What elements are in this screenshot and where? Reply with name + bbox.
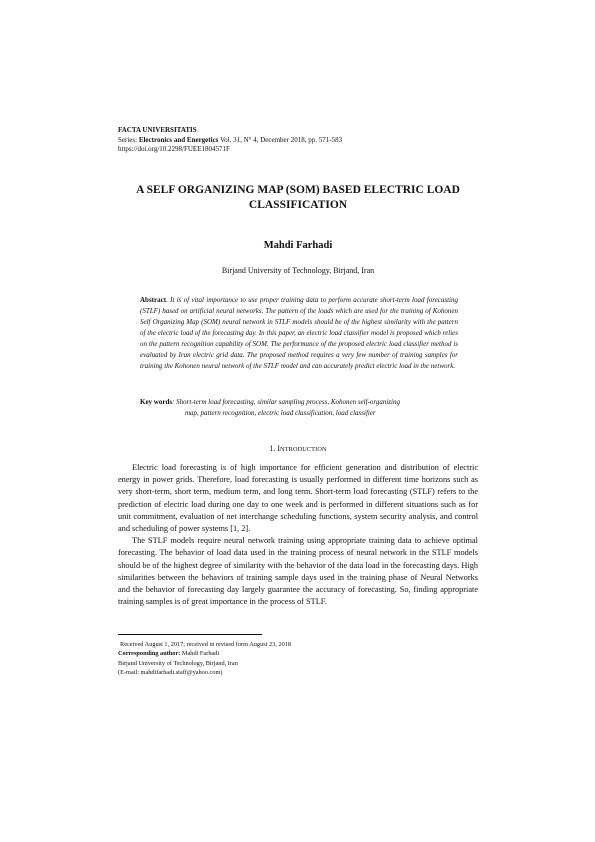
footnotes [118, 640, 478, 678]
doi-link[interactable]: https://doi.org/10.2298/FUEE1804571F [118, 145, 230, 154]
series-prefix: Series: [118, 135, 139, 144]
footnote-divider [118, 634, 262, 635]
title-line-2: CLASSIFICATION [248, 198, 348, 211]
abstract-text: . It is of vital importance to use proper training data to perform accurate short-term load forecasting (STLF) based on artificial neural networks. The pattern of the loads which are used for the training of Kohonen Self Organizing Map (SOM) neural network in STLF models should be of the highest similarity with the pattern of the electric load of the forecasting day. In this paper, an electric load classifier model is proposed which relies on the pattern recognition capability of SOM. The performance of the proposed electric load classifier method is evaluated by Iran electric grid data. The proposed method requires a very few number of training samples for training the Kohonen neural network of the STLF model and can accurately predict electric load in the network. [140, 296, 458, 370]
paper-title [118, 183, 478, 212]
author-name: Mahdi Farhadi [263, 240, 333, 251]
abstract-label: Abstract [140, 296, 167, 304]
series-name: Electronics and Energetics [138, 135, 219, 144]
journal-series [118, 136, 478, 146]
journal-name: FACTA UNIVERSITATIS [118, 126, 197, 134]
received-dates: Received August 1, 2017; received in revised form August 23, 2018 [120, 641, 292, 648]
paragraph-2: The STLF models require neural network training using appropriate training data to achieve optimal forecasting. The behavior of load data used in the training process of neural network in the STLF models should be of the highest degree of similarity with the behavior of the data load in the forecasting days. High similarities between the behaviors of training sample days used in the training phase of Neural Networks and the behavior of forecasting day largely guarantee the accuracy of forecasting. So, finding appropriate training samples is of great importance in the process of STLF. [118, 536, 478, 607]
section-number: 1. I [269, 444, 281, 453]
corresponding-author [118, 649, 478, 658]
keywords-line-1: : Short-term load forecasting, similar sampling process, Kohonen self-organizing [172, 398, 400, 406]
title-line-1: A SELF ORGANIZING MAP (SOM) BASED ELECTRIC LOAD [136, 184, 460, 196]
abstract [140, 295, 458, 372]
section-title: NTRODUCTION [280, 446, 327, 453]
corresponding-label: Corresponding author: [118, 650, 181, 658]
series-volume: Vol. 31, N° 4, December 2018, pp. 571-583 [218, 135, 343, 144]
corresponding-email[interactable]: (E-mail: mahdifarhadi.staff@yahoo.com) [118, 669, 223, 677]
keywords-line-2: map, pattern recognition, electric load classification, load classifier [185, 408, 376, 417]
section-heading [118, 444, 478, 453]
corresponding-affiliation: Birjand University of Technology, Birjand, Iran [118, 659, 238, 667]
corresponding-name: Mahdi Farhadi [180, 650, 220, 658]
keywords [140, 397, 458, 418]
journal-header [118, 126, 478, 155]
body-text [118, 462, 478, 608]
author-affiliation: Birjand University of Technology, Birjand, Iran [221, 266, 375, 275]
paragraph-1: Electric load forecasting is of high importance for efficient generation and distribution of electric energy in power grids. Therefore, load forecasting is usually performed in different time horizons such as very short-term, short term, medium term, and long term. Short-term load forecasting (STLF) refers to the prediction of electric load during one day to one week and is performed in different situations such as for unit commitment, evaluation of net interchange scheduling functions, system security analysis, and control and scheduling of power systems [1, 2]. [118, 463, 478, 534]
keywords-label: Key words [140, 398, 173, 406]
